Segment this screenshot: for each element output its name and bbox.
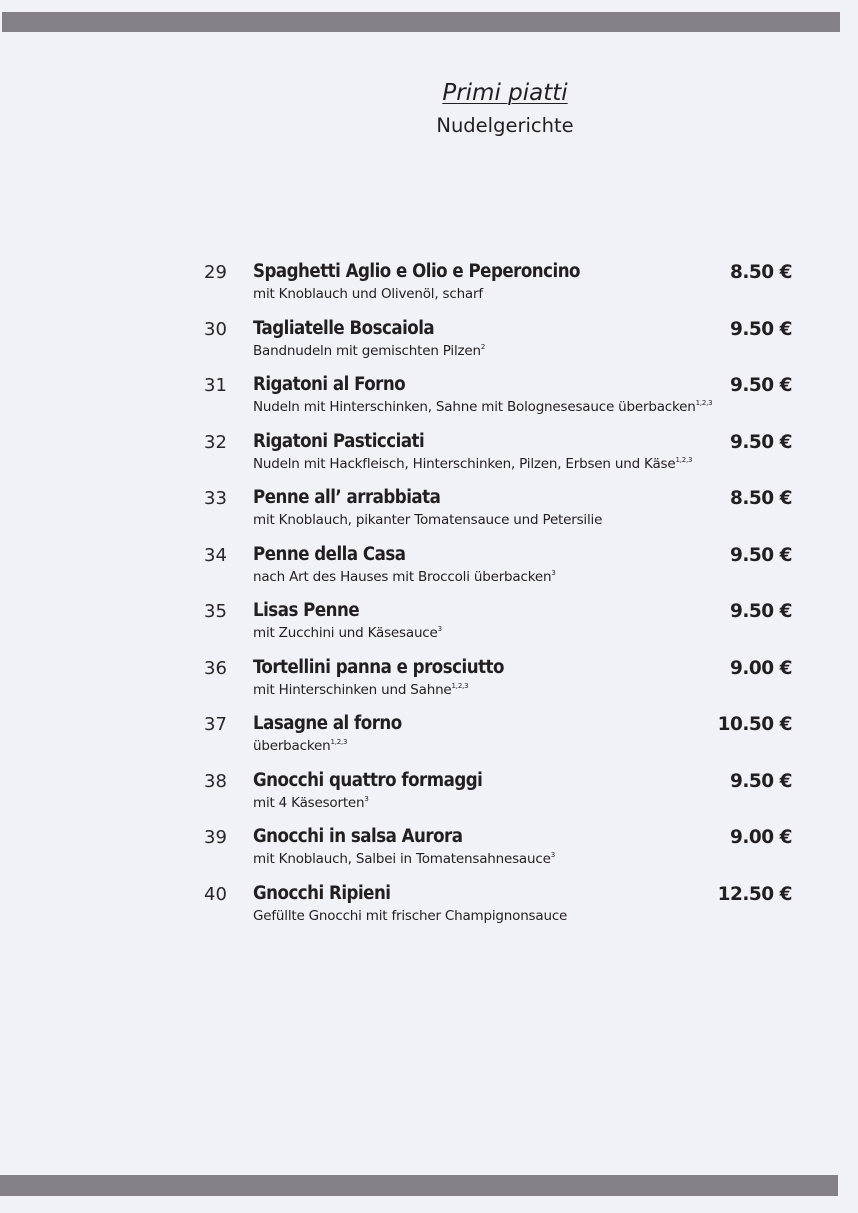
item-name: Penne della Casa (253, 543, 406, 565)
item-number: 40 (204, 883, 227, 905)
item-number: 35 (204, 601, 227, 622)
menu-item (0, 430, 858, 486)
item-name: Penne all’ arrabbiata (253, 487, 441, 508)
menu-item (0, 712, 858, 768)
item-number: 39 (204, 827, 227, 848)
menu-item (0, 825, 858, 881)
allergen-note: 1,2,3 (330, 738, 348, 746)
item-number: 33 (204, 488, 227, 509)
menu-item (0, 656, 858, 712)
page-title: Primi piatti (442, 80, 568, 106)
allergen-note: 3 (550, 851, 555, 859)
allergen-note: 1,2,3 (451, 681, 469, 690)
allergen-note: 3 (551, 568, 556, 577)
item-price: 9.50 € (730, 431, 792, 453)
item-name: Gnocchi Ripieni (253, 882, 391, 904)
item-price: 9.00 € (730, 827, 792, 848)
menu-item (0, 373, 858, 429)
item-price: 8.50 € (730, 488, 792, 509)
bottom-decorative-bar (0, 1175, 838, 1196)
item-name: Spaghetti Aglio e Olio e Peperoncino (253, 261, 580, 282)
item-price: 9.50 € (730, 318, 792, 340)
item-description: Gefüllte Gnocchi mit frischer Champignonsauce (253, 907, 568, 924)
item-number: 31 (204, 375, 227, 396)
menu-item (0, 599, 858, 655)
item-number: 36 (204, 657, 227, 679)
item-name: Gnocchi quattro formaggi (253, 769, 483, 791)
item-price: 9.50 € (730, 601, 792, 622)
allergen-note: 1,2,3 (695, 399, 713, 407)
item-description: nach Art des Hauses mit Broccoli überbacken$^3$ (253, 568, 556, 585)
menu-item (0, 317, 858, 373)
menu-item (0, 769, 858, 825)
item-number: 29 (204, 262, 227, 283)
item-price: 9.00 € (730, 657, 792, 679)
allergen-note: 3 (437, 625, 442, 633)
item-price: 9.50 € (730, 770, 792, 792)
item-name: Rigatoni Pasticciati (253, 430, 425, 452)
allergen-note: 2 (480, 342, 486, 351)
item-price: 9.50 € (730, 375, 792, 396)
item-description: Nudeln mit Hackfleisch, Hinterschinken, Pilzen, Erbsen und Käse$^{1,2,3}$ (253, 455, 693, 472)
item-price: 10.50 € (717, 714, 792, 735)
item-description: mit Knoblauch, pikanter Tomatensauce und Petersilie (253, 512, 603, 528)
item-number: 38 (204, 770, 227, 792)
item-description: Nudeln mit Hinterschinken, Sahne mit Bolognesesauce überbacken$^{1,2,3}$ (253, 399, 713, 415)
item-name: Tortellini panna e prosciutto (253, 656, 504, 678)
item-name: Gnocchi in salsa Aurora (253, 826, 463, 847)
item-name: Rigatoni al Forno (253, 374, 406, 395)
allergen-note: 1,2,3 (675, 455, 693, 464)
page-subtitle: Nudelgerichte (436, 114, 574, 137)
item-name: Tagliatelle Boscaiola (253, 317, 435, 339)
item-description: überbacken$^{1,2,3}$ (253, 738, 348, 754)
item-number: 37 (204, 714, 227, 735)
item-price: 9.50 € (730, 544, 792, 566)
item-description: Bandnudeln mit gemischten Pilzen$^2$ (253, 342, 486, 359)
item-description: mit 4 Käsesorten$^3$ (253, 794, 369, 811)
item-price: 8.50 € (730, 262, 792, 283)
item-number: 32 (204, 431, 227, 453)
item-description: mit Knoblauch und Olivenöl, scharf (253, 286, 483, 302)
menu-item (0, 486, 858, 542)
item-price: 12.50 € (717, 883, 792, 905)
item-description: mit Zucchini und Käsesauce$^3$ (253, 625, 442, 641)
item-number: 30 (204, 318, 227, 340)
top-decorative-bar (2, 12, 840, 32)
allergen-note: 3 (364, 794, 369, 803)
item-name: Lisas Penne (253, 600, 360, 621)
menu-item (0, 882, 858, 938)
item-name: Lasagne al forno (253, 713, 402, 734)
menu-item (0, 543, 858, 599)
item-number: 34 (204, 544, 227, 566)
item-description: mit Hinterschinken und Sahne$^{1,2,3}$ (253, 681, 469, 698)
menu-item (0, 260, 858, 316)
item-description: mit Knoblauch, Salbei in Tomatensahnesauce$^3$ (253, 851, 555, 867)
